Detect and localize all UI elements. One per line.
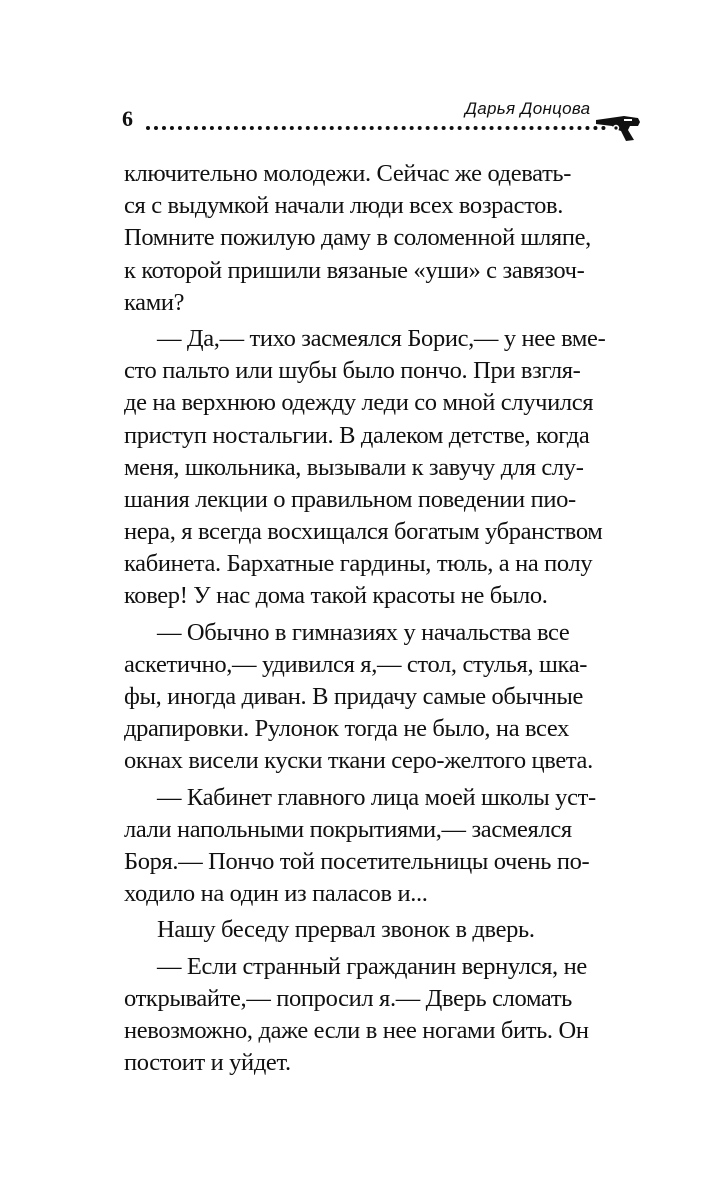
text-line: невозможно, даже если в нее ногами бить. Он [124,1016,589,1044]
text-line: открывайте,— попросил я.— Дверь сломать [124,984,572,1012]
paragraph [124,617,634,778]
author-name: Дарья Донцова [465,99,591,118]
text-line: окнах висели куски ткани серо-желтого цвета. [124,747,593,775]
text-line: ся с выдумкой начали люди всех возрастов. [124,192,564,220]
page-number: 6 [122,106,133,131]
body-text [124,158,634,1079]
text-line: — Если странный гражданин вернулся, не [157,952,587,980]
text-line: нера, я всегда восхищался богатым убранством [124,518,603,546]
text-line: Помните пожилую даму в соломенной шляпе, [124,224,591,252]
text-line: фы, иногда диван. В придачу самые обычные [124,683,584,710]
text-line: шания лекции о правильном поведении пио- [124,485,576,513]
paragraph [124,323,634,613]
paragraph [124,782,634,911]
text-line: Боря.— Пончо той посетительницы очень по- [124,847,590,875]
text-line: — Кабинет главного лица моей школы уст- [157,783,596,811]
paragraph [124,951,634,1080]
text-line: — Обычно в гимназиях у начальства все [157,618,570,646]
text-line: сто пальто или шубы было пончо. При взгля- [124,357,581,385]
text-line: постоит и уйдет. [124,1049,291,1077]
text-line: — Да,— тихо засмеялся Борис,— у нее вме- [157,324,606,352]
text-line: аскетично,— удивился я,— стол, стулья, шка- [124,650,588,678]
text-line: ками? [124,288,185,316]
text-line: драпировки. Рулонок тогда не было, на всех [124,715,569,743]
text-line: ковер! У нас дома такой красоты не было. [124,582,548,610]
pistol-icon [594,106,644,142]
running-header [0,96,715,146]
text-line: кабинета. Бархатные гардины, тюль, а на полу [124,550,593,578]
paragraph [124,158,634,319]
text-line: к которой пришили вязаные «уши» с завязоч- [124,256,585,284]
text-line: меня, школьника, вызывали к завучу для слу- [124,453,584,481]
dotted-header-rule [146,126,606,130]
text-line: де на верхнюю одежду леди со мной случился [124,389,594,417]
text-line: лали напольными покрытиями,— засмеялся [124,815,572,843]
text-line: Нашу беседу прервал звонок в дверь. [157,916,535,944]
text-line: приступ ностальгии. В далеком детстве, когда [124,421,590,449]
text-line: ходило на один из паласов и... [124,880,428,908]
paragraph [124,914,634,946]
text-line: ключительно молодежи. Сейчас же одевать- [124,160,572,187]
